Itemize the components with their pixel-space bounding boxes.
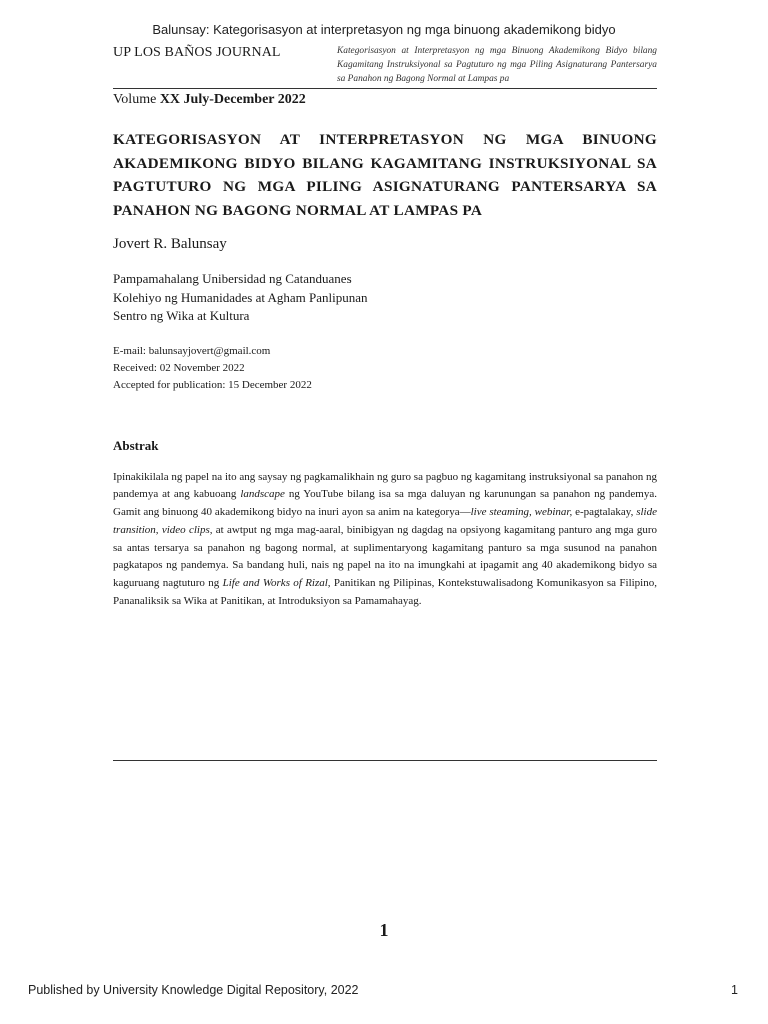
article-title: KATEGORISASYON AT INTERPRETASYON NG MGA BINUONG AKADEMIKONG BIDYO BILANG KAGAMITANG INSTRUKSIYONAL SA PAGTUTURO NG MGA PILING ASIGNATURANG PANTERSARYA SA PANAHON NG BAGONG NORMAL AT LAMPAS PA (113, 131, 657, 219)
abstract-italic-2: live steaming, webinar, (470, 506, 573, 519)
received-date: Received: 02 November 2022 (113, 361, 245, 374)
abstract-italic-1: landscape (240, 488, 285, 501)
section-divider (113, 760, 657, 761)
affiliation-university: Pampamahalang Unibersidad ng Catanduanes (113, 271, 352, 286)
abstract-text-2: ng YouTube bilang isa sa mga daluyan ng karunungan sa panahon ng pandemya. Gamit ang binuong 40 akademikong bidyo na inuri ayon sa anim na kategorya— (113, 488, 657, 519)
author-name: Jovert R. Balunsay (113, 236, 227, 252)
affiliation (113, 270, 657, 326)
journal-header (113, 44, 657, 89)
abstract-body (113, 469, 657, 611)
affiliation-center: Sentro ng Wika at Kultura (113, 308, 250, 323)
abstract-italic-4: Life and Works of Rizal, (222, 577, 331, 590)
abstract-text-3: e-pagtalakay, (572, 506, 637, 519)
running-title: Kategorisasyon at Interpretasyon ng mga Binuong Akademikong Bidyo bilang Kagamitang Instruksiyonal sa Pagtuturo ng mga Piling Asignaturang Pantersarya sa Panahon ng Bagong Normal at Lampas pa (337, 46, 657, 84)
abstract-italic-3: slide transition, video clips, (113, 506, 657, 536)
article-meta (113, 343, 657, 394)
volume-issue: XX July-December 2022 (159, 92, 306, 107)
viewer-page-number: 1 (731, 983, 738, 997)
volume-prefix: Volume (113, 92, 157, 107)
volume-line (113, 92, 657, 108)
affiliation-college: Kolehiyo ng Humanidades at Agham Panlipunan (113, 289, 368, 305)
paper-page (113, 44, 657, 611)
author-email: E-mail: balunsayjovert@gmail.com (113, 344, 271, 357)
accepted-date: Accepted for publication: 15 December 2022 (113, 378, 312, 391)
journal-name: UP LOS BAÑOS JOURNAL (113, 45, 281, 60)
publisher-footer: Published by University Knowledge Digital Repository, 2022 (28, 983, 359, 997)
abstract-text-4: at awtput ng mga mag-aaral, binibigyan ng dagdag na opsiyong kagamitang panturo ang mga guro sa antas tersarya sa panahon ng bagong normal, at suplimentaryong kagamitang panturo sa mga susunod na panahon pagkatapos ng pandemya. Sa bandang huli, nais ng papel na ito na imungkahi at ipagamit ang 40 akademikong bidyo sa kaguruang nagtuturo ng (113, 523, 658, 590)
page-number: 1 (379, 920, 389, 940)
document-title-header: Balunsay: Kategorisasyon at interpretasyon ng mga binuong akademikong bidyo (152, 22, 616, 37)
abstract-text-1: Ipinakikilala ng papel na ito ang saysay ng pagkamalikhain ng guro sa pagbuo ng kagamitang instruksiyonal sa panahon ng pandemya at ang kabuoang (113, 470, 657, 501)
abstract-text-5: Panitikan ng Pilipinas, Kontekstuwalisadong Komunikasyon sa Filipino, Pananaliksik sa Wika at Panitikan, at Introduksiyon sa Pamamahayag. (113, 577, 657, 608)
abstract-heading: Abstrak (113, 437, 159, 453)
